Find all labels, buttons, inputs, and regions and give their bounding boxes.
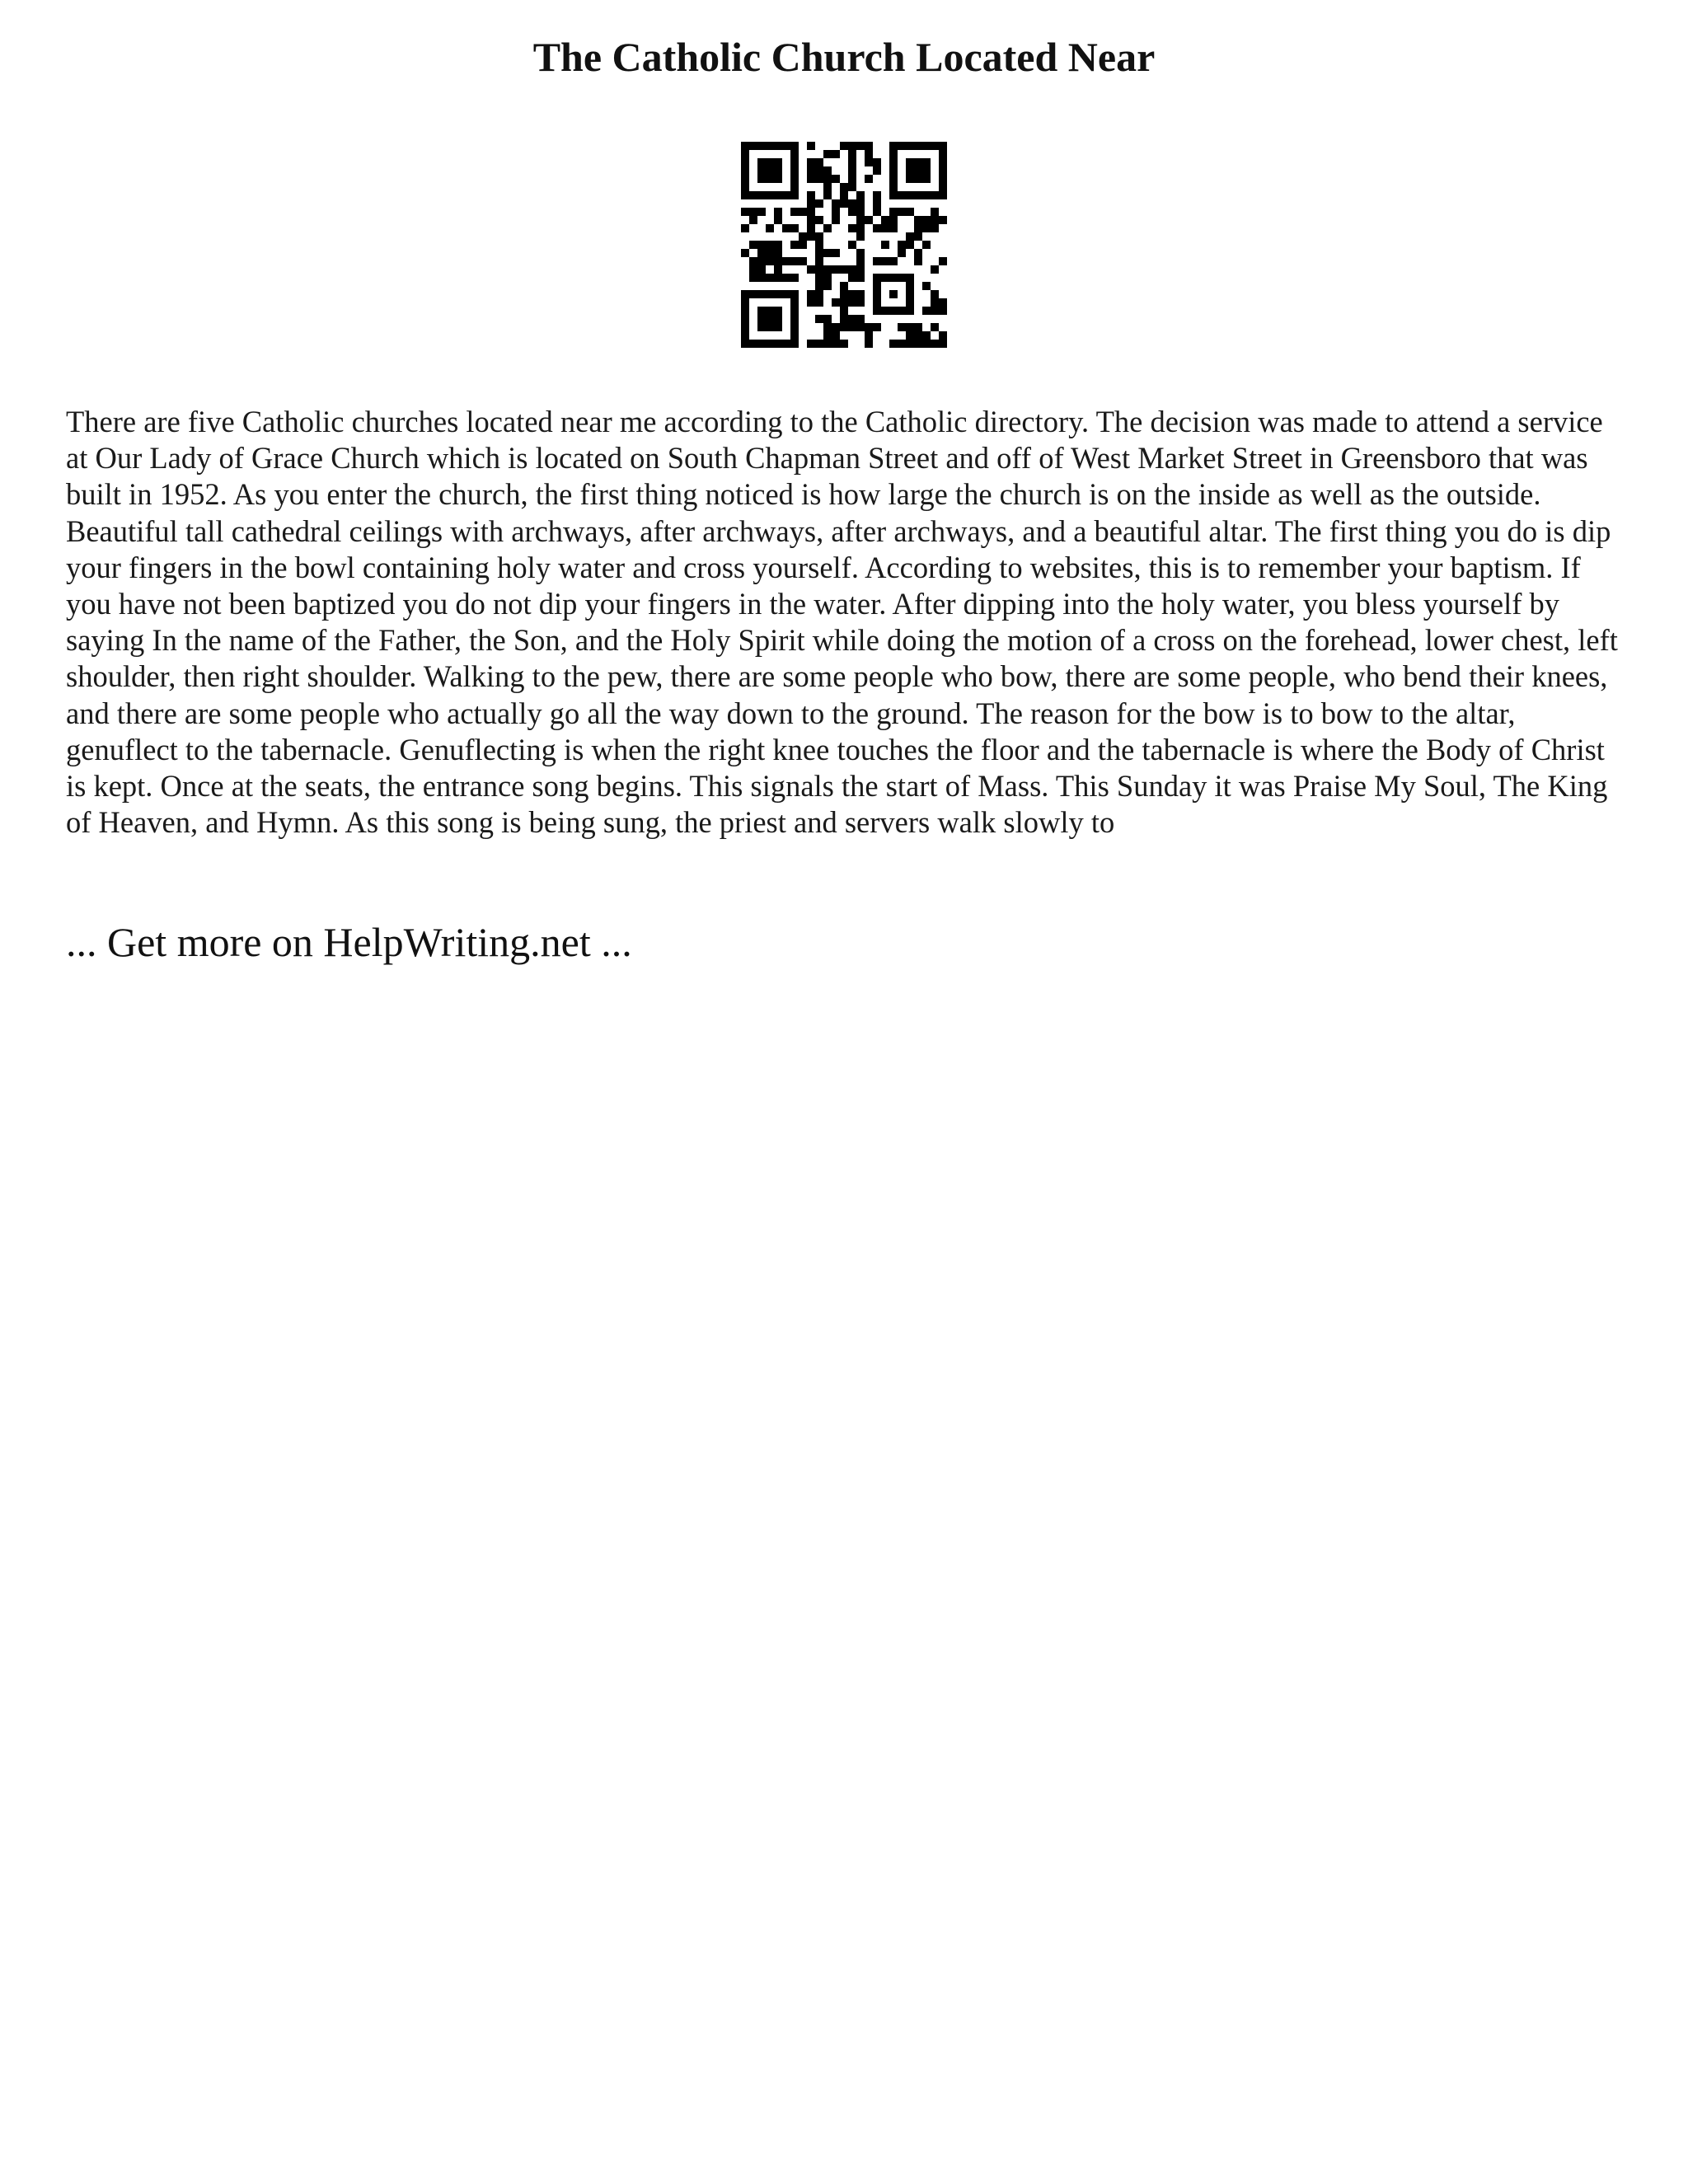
page-title: The Catholic Church Located Near <box>532 34 1156 80</box>
article-body: There are five Catholic churches located near me according to the Catholic directory. The decision was made to attend a service at Our Lady of Grace Church which is located on South Chapman Street and off of West Market Street in Greensboro that was built in 1952. As you enter the church, the first thing noticed is how large the church is on the inside as well as the outside. Beautiful tall cathedral ceilings with archways, after archways, after archways, and a beautiful altar. The first thing you do is dip your fingers in the bowl containing holy water and cross yourself. According to websites, this is to remember your baptism. If you have not been baptized you do not dip your fingers in the water. After dipping into the holy water, you bless yourself by saying In the name of the Father, the Son, and the Holy Spirit while doing the motion of a cross on the forehead, lower chest, left shoulder, then right shoulder. Walking to the pew, there are some people who bow, there are some people, who bend their knees, and there are some people who actually go all the way down to the ground. The reason for the bow is to bow to the altar, genuflect to the tabernacle. Genuflecting is when the right knee touches the floor and the tabernacle is where the Body of Christ is kept. Once at the seats, the entrance song begins. This signals the start of Mass. This Sunday it was Praise My Soul, The King of Heaven, and Hymn. As this song is being sung, the priest and servers walk slowly to <box>66 405 1618 840</box>
qr-code-icon <box>741 142 947 348</box>
get-more-link[interactable]: ... Get more on HelpWriting.net ... <box>66 919 632 965</box>
